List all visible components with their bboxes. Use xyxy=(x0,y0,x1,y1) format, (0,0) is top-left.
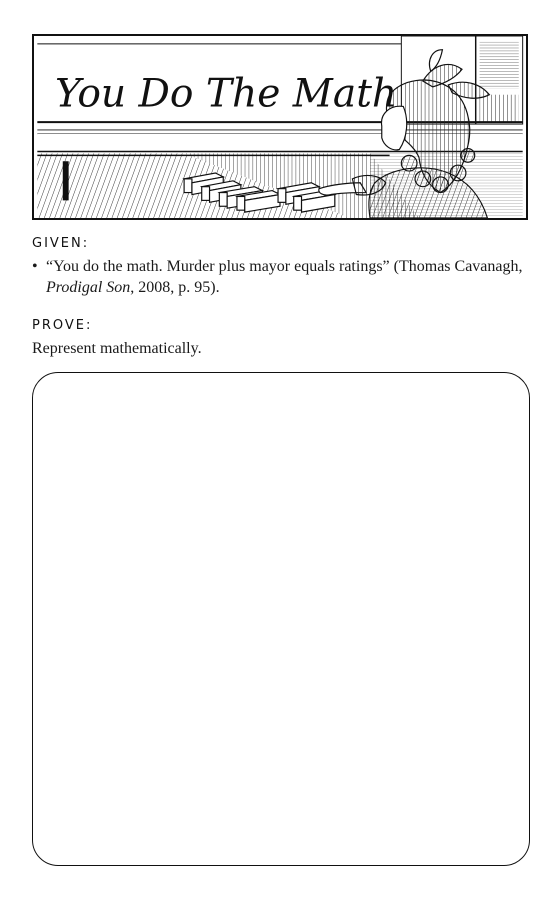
girl-counting-blocks-illustration-icon xyxy=(34,36,526,218)
bullet-icon: • xyxy=(32,258,38,275)
prove-label: PROVE: xyxy=(32,318,93,333)
given-book-title: Prodigal Son xyxy=(46,279,131,296)
header-title: You Do The Math xyxy=(54,71,398,117)
given-quote-open: “You do the math. Murder plus mayor equals ratings” (Thomas Cavanagh, xyxy=(46,258,523,275)
header-illustration xyxy=(32,34,528,220)
prove-text: Represent mathematically. xyxy=(32,340,202,357)
given-text xyxy=(46,256,542,298)
given-quote-close: , 2008, p. 95). xyxy=(130,279,220,296)
given-label: GIVEN: xyxy=(32,236,90,251)
given-item xyxy=(32,256,542,298)
answer-box[interactable] xyxy=(32,372,530,866)
